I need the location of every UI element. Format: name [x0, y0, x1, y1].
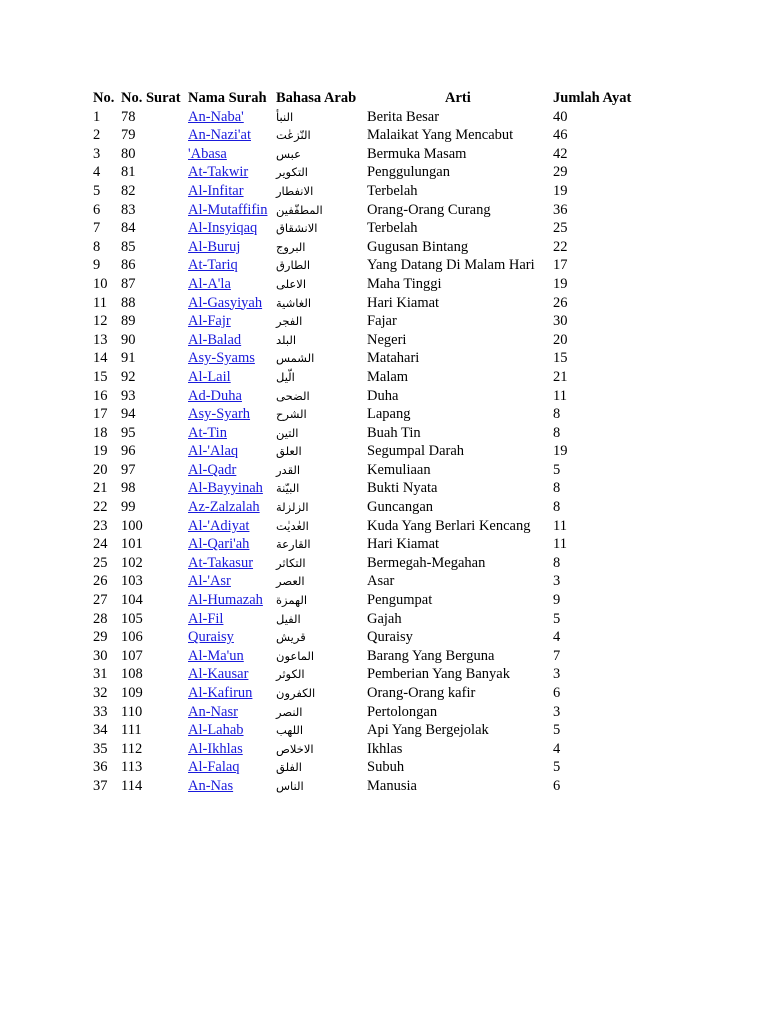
table-row: [93, 647, 693, 666]
surah-number: 108: [121, 666, 143, 683]
table-row: [93, 238, 693, 257]
surah-number: 91: [121, 350, 136, 367]
surah-number: 82: [121, 182, 136, 199]
surah-number: 103: [121, 573, 143, 590]
surah-number: 106: [121, 629, 143, 646]
surah-arabic-name: العلق: [276, 444, 302, 459]
verse-count: 26: [553, 294, 568, 311]
surah-number: 111: [121, 722, 142, 739]
verse-count: 4: [553, 629, 561, 646]
surah-number: 89: [121, 313, 136, 330]
surah-number: 88: [121, 294, 136, 311]
surah-name-link[interactable]: Al-Lail: [188, 368, 231, 385]
verse-count: 5: [553, 722, 561, 739]
table-row: [93, 572, 693, 591]
surah-arabic-name: الغاشية: [276, 295, 312, 310]
verse-count: 3: [553, 666, 561, 683]
row-number: 23: [93, 517, 108, 534]
surah-number: 92: [121, 368, 136, 385]
verse-count: 9: [553, 592, 561, 609]
table-row: [93, 721, 693, 740]
row-number: 20: [93, 461, 108, 478]
surah-meaning: Subuh: [367, 759, 405, 776]
surah-meaning: Maha Tinggi: [367, 275, 442, 292]
verse-count: 5: [553, 610, 561, 627]
verse-count: 19: [553, 182, 568, 199]
surah-number: 85: [121, 238, 136, 255]
verse-count: 5: [553, 461, 561, 478]
row-number: 7: [93, 220, 101, 237]
surah-name-link[interactable]: Al-Ikhlas: [188, 740, 243, 757]
surah-name-link[interactable]: Al-Fil: [188, 610, 224, 627]
surah-meaning: Bermegah-Megahan: [367, 554, 486, 571]
table-row: [93, 703, 693, 722]
surah-meaning: Matahari: [367, 350, 420, 367]
surah-name-link[interactable]: At-Tariq: [188, 257, 238, 274]
surah-name-link[interactable]: Asy-Syarh: [188, 406, 251, 423]
surah-meaning: Terbelah: [367, 220, 418, 237]
surah-number: 79: [121, 127, 136, 144]
surah-arabic-name: القارعة: [276, 537, 311, 552]
surah-meaning: Pemberian Yang Banyak: [367, 666, 510, 683]
row-number: 26: [93, 573, 108, 590]
verse-count: 15: [553, 350, 568, 367]
surah-arabic-name: البيّنة: [276, 481, 300, 496]
row-number: 32: [93, 685, 108, 701]
surah-arabic-name: النصر: [276, 704, 303, 719]
surah-meaning: Penggulungan: [367, 164, 450, 181]
surah-arabic-name: الفيل: [276, 611, 301, 626]
surah-number: 112: [121, 740, 143, 757]
surah-meaning: Pertolongan: [367, 703, 438, 720]
table-row: [93, 461, 693, 480]
surah-name-link[interactable]: Asy-Syams: [188, 350, 255, 367]
row-number: 5: [93, 182, 101, 199]
surah-arabic-name: الضحى: [276, 388, 310, 403]
surah-number: 100: [121, 517, 143, 534]
surah-name-link[interactable]: Al-Gasyiyah: [188, 294, 263, 311]
row-number: 14: [93, 350, 108, 367]
surah-meaning: Gugusan Bintang: [367, 238, 469, 255]
surah-meaning: Bukti Nyata: [367, 480, 438, 497]
surah-meaning: Malaikat Yang Mencabut: [367, 127, 514, 144]
surah-number: 90: [121, 331, 136, 348]
row-number: 3: [93, 145, 101, 162]
row-number: 37: [93, 777, 108, 794]
surah-meaning: Orang-Orang Curang: [367, 201, 491, 218]
surah-number: 83: [121, 201, 136, 218]
surah-name-link[interactable]: At-Tin: [188, 424, 227, 441]
row-number: 30: [93, 647, 108, 664]
row-number: 27: [93, 592, 108, 609]
surah-meaning: Negeri: [367, 331, 407, 348]
row-number: 8: [93, 238, 101, 255]
header-arti: Arti: [445, 90, 471, 106]
table-row: [93, 498, 693, 517]
surah-meaning: Manusia: [367, 777, 417, 794]
verse-count: 46: [553, 127, 568, 144]
row-number: 12: [93, 313, 108, 330]
surah-meaning: Kuda Yang Berlari Kencang: [367, 517, 531, 534]
surah-arabic-name: عبس: [276, 146, 301, 161]
verse-count: 8: [553, 554, 561, 571]
surah-arabic-name: الزلزلة: [276, 500, 309, 515]
surah-name-link[interactable]: Ad-Duha: [188, 387, 242, 404]
table-row: [93, 294, 693, 313]
surah-name-link[interactable]: Al-Insyiqaq: [188, 220, 258, 237]
surah-name-link[interactable]: Al-Falaq: [188, 759, 240, 776]
table-row: [93, 442, 693, 461]
header-jumlah-ayat: Jumlah Ayat: [553, 90, 632, 106]
row-number: 22: [93, 499, 108, 516]
surah-name-link[interactable]: Al-Humazah: [188, 592, 263, 609]
verse-count: 36: [553, 201, 568, 218]
table-row: [93, 684, 693, 703]
surah-name-link[interactable]: Al-Qari'ah: [188, 536, 250, 553]
verse-count: 22: [553, 238, 568, 255]
surah-number: 97: [121, 461, 136, 478]
surah-table: [93, 89, 693, 796]
verse-count: 30: [553, 313, 568, 330]
table-row: [93, 758, 693, 777]
surah-number: 94: [121, 406, 136, 423]
table-row: [93, 201, 693, 220]
surah-arabic-name: قريش: [276, 630, 306, 645]
surah-name-link[interactable]: Al-Ma'un: [188, 647, 244, 664]
surah-number: 96: [121, 443, 136, 460]
surah-arabic-name: الماعون: [276, 648, 315, 663]
surah-arabic-name: النبأ: [276, 109, 294, 124]
table-row: [93, 108, 693, 127]
verse-count: 4: [553, 740, 561, 757]
surah-arabic-name: الطارق: [276, 258, 311, 273]
surah-number: 84: [121, 220, 136, 237]
table-row: [93, 591, 693, 610]
surah-number: 86: [121, 257, 136, 274]
surah-meaning: Hari Kiamat: [367, 536, 440, 553]
surah-arabic-name: الهمزة: [276, 593, 308, 608]
table-row: [93, 387, 693, 406]
surah-number: 104: [121, 592, 143, 609]
surah-number: 113: [121, 759, 143, 776]
table-row: [93, 126, 693, 145]
verse-count: 17: [553, 257, 568, 274]
surah-name-link[interactable]: Al-A'la: [188, 275, 231, 292]
verse-count: 11: [553, 387, 567, 404]
surah-meaning: Orang-Orang kafir: [367, 685, 476, 701]
verse-count: 3: [553, 703, 561, 720]
table-row: [93, 740, 693, 759]
surah-meaning: Api Yang Bergejolak: [367, 722, 489, 739]
surah-meaning: Bermuka Masam: [367, 145, 467, 162]
surah-arabic-name: العصر: [276, 574, 305, 589]
surah-meaning: Malam: [367, 368, 409, 385]
surah-number: 80: [121, 145, 136, 162]
row-number: 35: [93, 740, 108, 757]
verse-count: 19: [553, 275, 568, 292]
surah-name-link[interactable]: Al-'Alaq: [188, 443, 239, 460]
surah-meaning: Asar: [367, 573, 395, 590]
verse-count: 3: [553, 573, 561, 590]
surah-arabic-name: الشرح: [276, 407, 307, 422]
table-row: [93, 163, 693, 182]
surah-meaning: Hari Kiamat: [367, 294, 440, 311]
table-row: [93, 610, 693, 629]
verse-count: 42: [553, 145, 568, 162]
row-number: 16: [93, 387, 108, 404]
surah-arabic-name: الشمس: [276, 351, 315, 366]
row-number: 13: [93, 331, 108, 348]
header-nama-surah: Nama Surah: [188, 90, 267, 106]
row-number: 18: [93, 424, 108, 441]
table-row: [93, 777, 693, 796]
verse-count: 21: [553, 368, 568, 385]
verse-count: 8: [553, 424, 561, 441]
surah-meaning: Ikhlas: [367, 740, 403, 757]
surah-arabic-name: الانفطار: [276, 183, 314, 198]
surah-arabic-name: التكاثر: [276, 555, 306, 570]
surah-arabic-name: الفلق: [276, 760, 302, 775]
surah-name-link[interactable]: Al-Buruj: [188, 238, 241, 255]
surah-name-link[interactable]: An-Nas: [188, 777, 234, 794]
verse-count: 19: [553, 443, 568, 460]
table-row: [93, 275, 693, 294]
verse-count: 5: [553, 759, 561, 776]
table-row: [93, 405, 693, 424]
surah-name-link[interactable]: At-Takasur: [188, 554, 254, 571]
row-number: 10: [93, 275, 108, 292]
surah-meaning: Guncangan: [367, 499, 434, 516]
row-number: 21: [93, 480, 108, 497]
surah-arabic-name: البروج: [276, 239, 306, 254]
table-row: [93, 479, 693, 498]
surah-number: 110: [121, 703, 143, 720]
surah-number: 98: [121, 480, 136, 497]
surah-name-link[interactable]: Quraisy: [188, 629, 234, 646]
row-number: 36: [93, 759, 108, 776]
surah-meaning: Kemuliaan: [367, 461, 431, 478]
verse-count: 25: [553, 220, 568, 237]
surah-meaning: Duha: [367, 387, 399, 404]
verse-count: 11: [553, 536, 567, 553]
surah-meaning: Fajar: [367, 313, 397, 330]
surah-name-link[interactable]: Al-Mutaffifin: [188, 201, 268, 218]
verse-count: 11: [553, 517, 567, 534]
surah-arabic-name: الاخلاص: [276, 741, 314, 756]
surah-arabic-name: الفجر: [276, 314, 303, 329]
surah-number: 107: [121, 647, 143, 664]
table-body: [93, 108, 693, 796]
table-row: [93, 517, 693, 536]
surah-name-link[interactable]: Al-Kafirun: [188, 685, 253, 701]
verse-count: 6: [553, 777, 561, 794]
surah-name-link[interactable]: Al-Infitar: [188, 182, 244, 199]
surah-arabic-name: العٰديٰت: [276, 518, 309, 533]
surah-arabic-name: التكوير: [276, 165, 309, 180]
table-row: [93, 349, 693, 368]
surah-arabic-name: التين: [276, 425, 299, 440]
header-bahasa-arab: Bahasa Arab: [276, 90, 357, 106]
surah-arabic-name: الكوثر: [276, 667, 305, 682]
verse-count: 8: [553, 480, 561, 497]
row-number: 33: [93, 703, 108, 720]
row-number: 11: [93, 294, 107, 311]
surah-meaning: Terbelah: [367, 182, 418, 199]
row-number: 1: [93, 108, 101, 125]
table-row: [93, 665, 693, 684]
row-number: 17: [93, 406, 108, 423]
surah-arabic-name: البلد: [276, 332, 297, 347]
verse-count: 20: [553, 331, 568, 348]
row-number: 4: [93, 164, 101, 181]
table-row: [93, 182, 693, 201]
surah-number: 81: [121, 164, 136, 181]
table-row: [93, 256, 693, 275]
surah-arabic-name: الانشقاق: [276, 221, 318, 236]
verse-count: 29: [553, 164, 568, 181]
surah-number: 93: [121, 387, 136, 404]
table-row: [93, 554, 693, 573]
surah-name-link[interactable]: 'Abasa: [188, 145, 227, 162]
row-number: 31: [93, 666, 108, 683]
surah-meaning: Pengumpat: [367, 592, 433, 609]
surah-arabic-name: الكفرون: [276, 686, 316, 700]
table-row: [93, 424, 693, 443]
surah-number: 114: [121, 777, 143, 794]
row-number: 24: [93, 536, 108, 553]
surah-name-link[interactable]: Az-Zalzalah: [188, 499, 260, 516]
row-number: 34: [93, 722, 108, 739]
row-number: 29: [93, 629, 108, 646]
surah-meaning: Quraisy: [367, 629, 413, 646]
surah-number: 109: [121, 685, 143, 701]
surah-arabic-name: الناس: [276, 778, 304, 793]
surah-number: 99: [121, 499, 136, 516]
surah-name-link[interactable]: At-Takwir: [188, 164, 249, 181]
header-no-surat: No. Surat: [121, 90, 181, 106]
surah-arabic-name: المطفّفين: [276, 202, 323, 217]
surah-name-link[interactable]: An-Nasr: [188, 703, 238, 720]
table-row: [93, 219, 693, 238]
surah-arabic-name: النّزعٰت: [276, 128, 311, 143]
table-header-row: [93, 89, 693, 108]
verse-count: 6: [553, 685, 561, 701]
surah-name-link[interactable]: Al-'Adiyat: [188, 517, 250, 534]
verse-count: 7: [553, 647, 561, 664]
verse-count: 40: [553, 108, 568, 125]
surah-number: 102: [121, 554, 143, 571]
table-row: [93, 535, 693, 554]
surah-name-link[interactable]: Al-Qadr: [188, 461, 237, 478]
surah-number: 95: [121, 424, 136, 441]
row-number: 9: [93, 257, 101, 274]
surah-arabic-name: الّيل: [276, 369, 295, 384]
table-row: [93, 312, 693, 331]
row-number: 28: [93, 610, 108, 627]
surah-number: 105: [121, 610, 143, 627]
surah-arabic-name: اللهب: [276, 723, 304, 738]
surah-name-link[interactable]: Al-Kausar: [188, 666, 249, 683]
row-number: 15: [93, 368, 108, 385]
surah-name-link[interactable]: An-Nazi'at: [188, 127, 251, 144]
surah-name-link[interactable]: Al-Bayyinah: [188, 480, 263, 497]
surah-name-link[interactable]: An-Naba': [188, 108, 244, 125]
surah-meaning: Buah Tin: [367, 424, 421, 441]
surah-meaning: Barang Yang Berguna: [367, 647, 495, 664]
row-number: 6: [93, 201, 101, 218]
surah-arabic-name: القدر: [276, 462, 301, 477]
table-row: [93, 331, 693, 350]
surah-number: 101: [121, 536, 143, 553]
surah-number: 87: [121, 275, 136, 292]
surah-meaning: Segumpal Darah: [367, 443, 465, 460]
surah-arabic-name: الاعلى: [276, 276, 307, 291]
table-row: [93, 628, 693, 647]
surah-meaning: Gajah: [367, 610, 402, 627]
table-row: [93, 145, 693, 164]
row-number: 2: [93, 127, 101, 144]
surah-meaning: Yang Datang Di Malam Hari: [367, 257, 535, 274]
verse-count: 8: [553, 406, 561, 423]
table-row: [93, 368, 693, 387]
verse-count: 8: [553, 499, 561, 516]
surah-number: 78: [121, 108, 136, 125]
surah-name-link[interactable]: Al-Balad: [188, 331, 242, 348]
row-number: 25: [93, 554, 108, 571]
surah-name-link[interactable]: Al-Fajr: [188, 313, 231, 330]
row-number: 19: [93, 443, 108, 460]
surah-meaning: Berita Besar: [367, 108, 440, 125]
surah-name-link[interactable]: Al-Lahab: [188, 722, 244, 739]
header-no: No.: [93, 90, 115, 106]
surah-name-link[interactable]: Al-'Asr: [188, 573, 231, 590]
surah-meaning: Lapang: [367, 406, 411, 423]
